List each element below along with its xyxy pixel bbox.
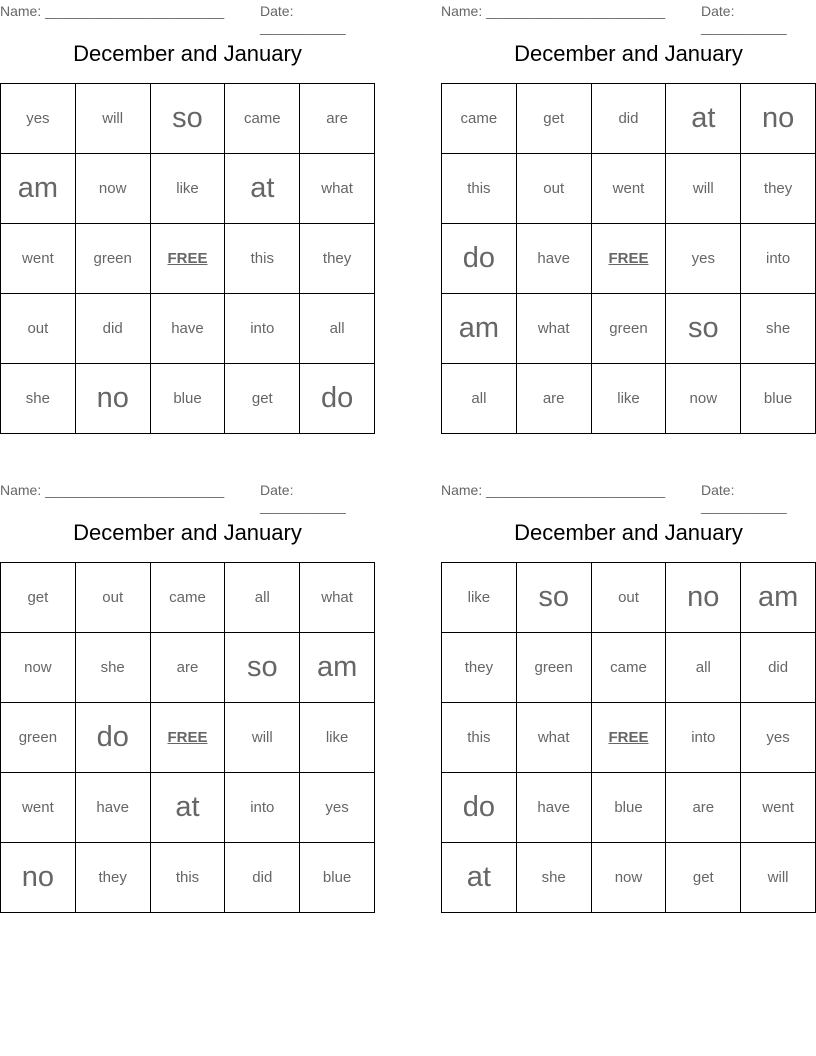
bingo-cell: they — [300, 224, 375, 294]
bingo-cell: she — [76, 633, 151, 703]
bingo-cell: out — [592, 563, 667, 633]
date-field-label: Date: ___________ — [701, 3, 787, 35]
bingo-cell: are — [666, 773, 741, 843]
bingo-cell: blue — [592, 773, 667, 843]
bingo-cell: at — [442, 843, 517, 913]
free-space-cell: FREE — [592, 224, 667, 294]
bingo-card-4 — [441, 479, 816, 913]
bingo-cell: came — [151, 563, 226, 633]
bingo-cell: all — [442, 364, 517, 434]
bingo-cell: into — [666, 703, 741, 773]
bingo-cell: do — [442, 773, 517, 843]
bingo-cell: they — [76, 843, 151, 913]
bingo-cell: do — [300, 364, 375, 434]
date-field-label: Date: ___________ — [260, 482, 346, 514]
bingo-cell: this — [442, 703, 517, 773]
date-field-label: Date: ___________ — [260, 3, 346, 35]
bingo-cell: are — [517, 364, 592, 434]
bingo-cell: at — [225, 154, 300, 224]
bingo-cell: green — [76, 224, 151, 294]
card-title: December and January — [514, 520, 743, 545]
bingo-cell: are — [151, 633, 226, 703]
bingo-cell: they — [741, 154, 816, 224]
bingo-cell: this — [151, 843, 226, 913]
bingo-cell: like — [151, 154, 226, 224]
bingo-cell: this — [225, 224, 300, 294]
bingo-cell: did — [76, 294, 151, 364]
bingo-cell: am — [741, 563, 816, 633]
bingo-cell: yes — [300, 773, 375, 843]
name-date-row — [0, 482, 375, 514]
bingo-cell: no — [76, 364, 151, 434]
bingo-cell: came — [442, 84, 517, 154]
bingo-cell: yes — [741, 703, 816, 773]
bingo-cell: all — [666, 633, 741, 703]
bingo-cell: no — [1, 843, 76, 913]
card-title: December and January — [73, 41, 302, 66]
bingo-cell: out — [517, 154, 592, 224]
card-title: December and January — [514, 41, 743, 66]
bingo-grid — [0, 83, 375, 434]
bingo-cell: now — [1, 633, 76, 703]
free-space-cell: FREE — [151, 224, 226, 294]
bingo-cell: into — [225, 294, 300, 364]
bingo-grid — [0, 562, 375, 913]
bingo-cell: like — [592, 364, 667, 434]
card-title: December and January — [73, 520, 302, 545]
bingo-cell: out — [1, 294, 76, 364]
bingo-card-3 — [0, 479, 375, 913]
bingo-cell: now — [666, 364, 741, 434]
bingo-cell: all — [225, 563, 300, 633]
bingo-card-2 — [441, 0, 816, 434]
bingo-cell: are — [300, 84, 375, 154]
name-field-label: Name: _______________________ — [441, 3, 666, 19]
bingo-cell: came — [592, 633, 667, 703]
bingo-grid — [441, 562, 816, 913]
bingo-cell: at — [666, 84, 741, 154]
bingo-cell: what — [517, 703, 592, 773]
bingo-cell: do — [76, 703, 151, 773]
bingo-cell: have — [517, 224, 592, 294]
bingo-cell: so — [151, 84, 226, 154]
bingo-cell: will — [741, 843, 816, 913]
bingo-cell: am — [300, 633, 375, 703]
bingo-cell: get — [1, 563, 76, 633]
bingo-cell: get — [517, 84, 592, 154]
name-field-label: Name: _______________________ — [0, 3, 225, 19]
bingo-grid — [441, 83, 816, 434]
name-date-row — [441, 482, 816, 514]
bingo-cell: will — [225, 703, 300, 773]
bingo-cell: like — [442, 563, 517, 633]
bingo-cell: they — [442, 633, 517, 703]
free-space-cell: FREE — [592, 703, 667, 773]
bingo-cell: green — [1, 703, 76, 773]
bingo-cell: so — [517, 563, 592, 633]
bingo-cell: am — [442, 294, 517, 364]
name-date-row — [441, 3, 816, 35]
date-field-label: Date: ___________ — [701, 482, 787, 514]
bingo-cell: so — [225, 633, 300, 703]
bingo-cell: will — [666, 154, 741, 224]
bingo-cell: at — [151, 773, 226, 843]
name-field-label: Name: _______________________ — [0, 482, 225, 498]
free-space-cell: FREE — [151, 703, 226, 773]
bingo-cell: yes — [666, 224, 741, 294]
bingo-cell: have — [76, 773, 151, 843]
bingo-cell: do — [442, 224, 517, 294]
bingo-cell: into — [741, 224, 816, 294]
bingo-cell: have — [151, 294, 226, 364]
bingo-cell: went — [1, 773, 76, 843]
bingo-cell: what — [300, 563, 375, 633]
bingo-cell: this — [442, 154, 517, 224]
bingo-cell: will — [76, 84, 151, 154]
bingo-cell: did — [225, 843, 300, 913]
bingo-cell: what — [300, 154, 375, 224]
bingo-cell: so — [666, 294, 741, 364]
name-field-label: Name: _______________________ — [441, 482, 666, 498]
bingo-cell: what — [517, 294, 592, 364]
bingo-cell: get — [225, 364, 300, 434]
bingo-card-1 — [0, 0, 375, 434]
bingo-cell: she — [517, 843, 592, 913]
bingo-cell: now — [76, 154, 151, 224]
bingo-cell: she — [741, 294, 816, 364]
bingo-cell: went — [592, 154, 667, 224]
bingo-cell: now — [592, 843, 667, 913]
bingo-cell: have — [517, 773, 592, 843]
bingo-cell: green — [592, 294, 667, 364]
bingo-cell: blue — [300, 843, 375, 913]
bingo-cell: came — [225, 84, 300, 154]
bingo-cell: did — [741, 633, 816, 703]
bingo-cell: blue — [741, 364, 816, 434]
bingo-cell: am — [1, 154, 76, 224]
bingo-cell: went — [1, 224, 76, 294]
bingo-cell: get — [666, 843, 741, 913]
bingo-cell: did — [592, 84, 667, 154]
bingo-cell: blue — [151, 364, 226, 434]
bingo-cell: green — [517, 633, 592, 703]
bingo-cell: no — [666, 563, 741, 633]
bingo-cell: she — [1, 364, 76, 434]
bingo-cell: into — [225, 773, 300, 843]
bingo-cell: like — [300, 703, 375, 773]
name-date-row — [0, 3, 375, 35]
bingo-cell: yes — [1, 84, 76, 154]
bingo-cell: no — [741, 84, 816, 154]
bingo-cell: out — [76, 563, 151, 633]
bingo-cell: went — [741, 773, 816, 843]
bingo-cell: all — [300, 294, 375, 364]
